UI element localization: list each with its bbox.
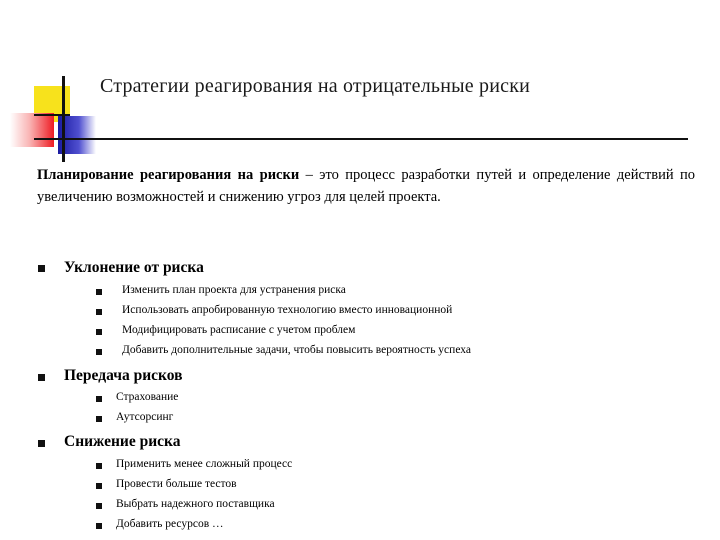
item-bullet	[96, 416, 102, 422]
section-heading-mitigation: Снижение риска	[64, 433, 181, 450]
slide-title: Стратегии реагирования на отрицательные риски	[100, 75, 531, 97]
intro-paragraph	[37, 165, 695, 208]
section-heading-transfer: Передача рисков	[64, 367, 183, 384]
item-bullet	[96, 289, 102, 295]
item-bullet	[96, 503, 102, 509]
item-bullet	[96, 463, 102, 469]
intro-lead: Планирование реагирования на риски	[37, 167, 300, 183]
section-bullet	[38, 440, 45, 447]
list-item: Добавить дополнительные задачи, чтобы повысить вероятность успеха	[122, 344, 471, 356]
title-underline	[34, 138, 688, 140]
section-heading-avoidance: Уклонение от риска	[64, 259, 204, 276]
item-bullet	[96, 523, 102, 529]
item-bullet	[96, 329, 102, 335]
item-bullet	[96, 309, 102, 315]
intro-rest: – это процесс разработки путей и определение действий по увеличению возможностей и снижению угроз для целей проекта.	[37, 167, 696, 205]
list-item: Модифицировать расписание с учетом проблем	[122, 324, 356, 336]
decor-short-line	[34, 114, 70, 116]
list-item: Страхование	[116, 391, 179, 403]
list-item: Выбрать надежного поставщика	[116, 498, 275, 510]
decor-red-square	[10, 113, 54, 147]
decor-vertical-line	[62, 76, 65, 162]
section-bullet	[38, 265, 45, 272]
item-bullet	[96, 349, 102, 355]
item-bullet	[96, 483, 102, 489]
list-item: Использовать апробированную технологию вместо инновационной	[122, 304, 453, 316]
list-item: Применить менее сложный процесс	[116, 458, 293, 470]
section-bullet	[38, 374, 45, 381]
list-item: Аутсорсинг	[116, 411, 174, 423]
list-item: Провести больше тестов	[116, 478, 237, 490]
item-bullet	[96, 396, 102, 402]
list-item: Добавить ресурсов …	[116, 518, 224, 530]
list-item: Изменить план проекта для устранения риска	[122, 284, 346, 296]
